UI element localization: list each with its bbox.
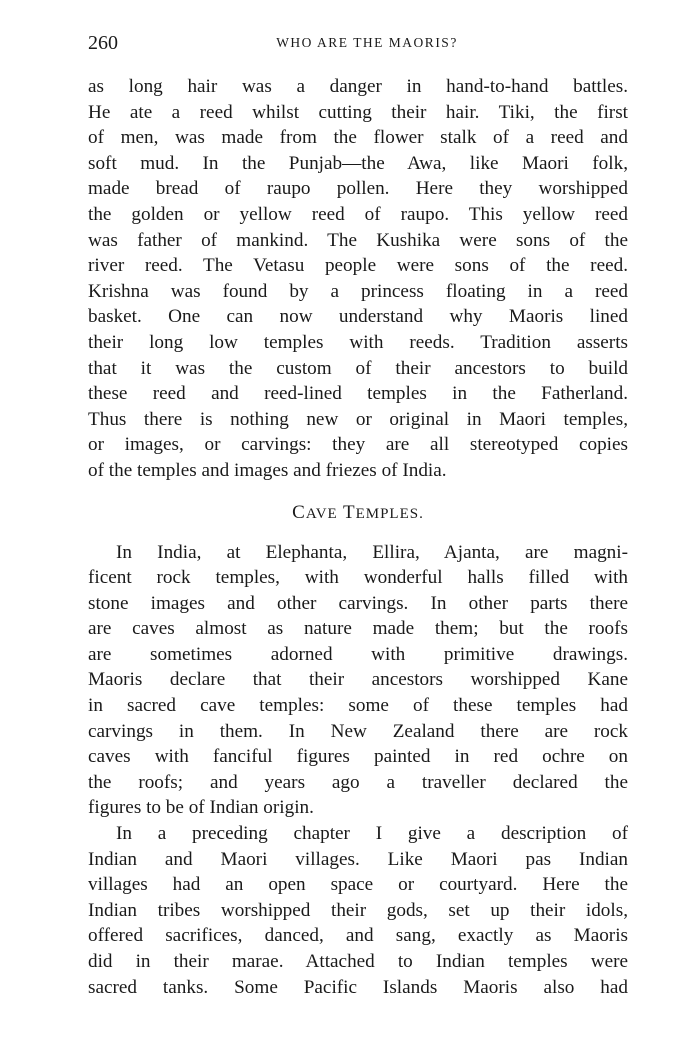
text-line: figures to be of Indian origin.: [88, 797, 314, 819]
paragraph-reed-temples: [88, 74, 628, 484]
text-line: in sacred cave temples: some of these temples had: [88, 695, 628, 717]
text-line: Indian tribes worshipped their gods, set up their idols,: [88, 899, 628, 921]
text-line: In India, at Elephanta, Ellira, Ajanta, are magni-: [116, 541, 628, 563]
text-line: Krishna was found by a princess floating in a reed: [88, 280, 628, 302]
text-line: In a preceding chapter I give a description of: [116, 823, 628, 845]
text-line: did in their marae. Attached to Indian temples were: [88, 951, 628, 972]
running-title: WHO ARE THE MAORIS?: [276, 35, 458, 50]
text-line: these reed and reed-lined temples in the Fatherland.: [88, 383, 628, 405]
text-line: the roofs; and years ago a traveller declared the: [88, 771, 628, 793]
section-heading: [88, 501, 628, 525]
text-line: sacred tanks. Some Pacific Islands Maoris also had: [88, 976, 628, 998]
text-line: Thus there is nothing new or original in Maori temples,: [88, 408, 628, 430]
text-line: of the temples and images and friezes of India.: [88, 459, 447, 481]
text-line: or images, or carvings: they are all stereotyped copies: [88, 434, 628, 456]
book-page: [88, 30, 628, 1000]
text-line: river reed. The Vetasu people were sons of the reed.: [88, 255, 628, 277]
text-line: their long low temples with reeds. Tradition asserts: [88, 331, 628, 353]
text-line: He ate a reed whilst cutting their hair. Tiki, the first: [88, 101, 628, 123]
text-line: carvings in them. In New Zealand there are rock: [88, 720, 628, 742]
text-line: made bread of raupo pollen. Here they worshipped: [88, 178, 628, 200]
paragraph-villages: [88, 821, 628, 1000]
text-line: basket. One can now understand why Maoris lined: [88, 306, 628, 328]
text-line: was father of mankind. The Kushika were sons of the: [88, 229, 628, 251]
running-head: [88, 30, 628, 60]
heading-initial: C: [292, 501, 306, 523]
heading-rest: EMPLES.: [355, 505, 424, 522]
text-line: that it was the custom of their ancestors to build: [88, 357, 628, 379]
text-line: caves with fanciful figures painted in red ochre on: [88, 746, 628, 768]
text-line: are caves almost as nature made them; but the roofs: [88, 618, 628, 640]
text-line: the golden or yellow reed of raupo. This yellow reed: [88, 203, 628, 225]
text-line: offered sacrifices, danced, and sang, exactly as Maoris: [88, 925, 628, 947]
paragraph-cave-temples: [88, 540, 628, 822]
page-number: 260: [88, 32, 118, 54]
heading-initial: T: [342, 501, 356, 523]
text-line: of men, was made from the flower stalk of a reed and: [88, 127, 628, 149]
text-line: Indian and Maori villages. Like Maori pas Indian: [88, 848, 628, 870]
text-line: are sometimes adorned with primitive drawings.: [88, 643, 628, 665]
text-line: soft mud. In the Punjab—the Awa, like Maori folk,: [88, 152, 628, 174]
text-line: ficent rock temples, with wonderful halls filled with: [88, 567, 628, 589]
text-line: Maoris declare that their ancestors worshipped Kane: [88, 669, 628, 691]
text-line: as long hair was a danger in hand-to-hand battles.: [88, 76, 628, 97]
text-line: villages had an open space or courtyard. Here the: [88, 874, 628, 896]
heading-rest: AVE: [305, 505, 338, 522]
text-line: stone images and other carvings. In other parts there: [88, 592, 628, 614]
